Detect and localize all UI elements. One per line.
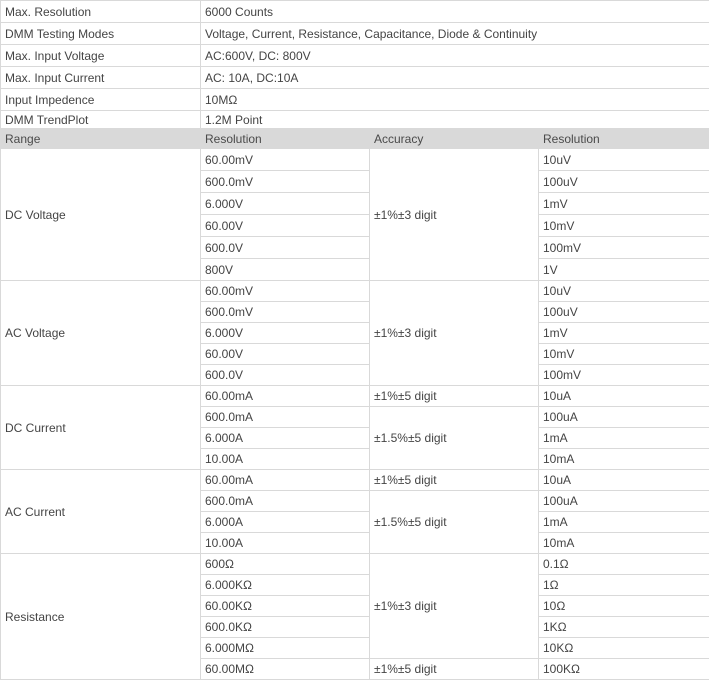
- resolution-cell: 1mV: [539, 323, 709, 344]
- range-cell: 6.000V: [201, 323, 370, 344]
- resolution-cell: 100KΩ: [539, 659, 709, 680]
- range-cell: 800V: [201, 259, 370, 281]
- range-cell: 60.00V: [201, 215, 370, 237]
- header-resolution: Resolution: [201, 129, 370, 149]
- range-cell: 6.000KΩ: [201, 575, 370, 596]
- resolution-cell: 1KΩ: [539, 617, 709, 638]
- range-cell: 600.0mV: [201, 302, 370, 323]
- range-cell: 10.00A: [201, 533, 370, 554]
- resolution-cell: 10uA: [539, 386, 709, 407]
- resolution-cell: 10Ω: [539, 596, 709, 617]
- group-label: DC Voltage: [1, 149, 201, 281]
- spec-row: [1, 111, 709, 129]
- range-cell: 60.00mV: [201, 149, 370, 171]
- range-cell: 600.0mA: [201, 407, 370, 428]
- range-cell: 6.000V: [201, 193, 370, 215]
- spec-row: [1, 45, 709, 67]
- resolution-cell: 1V: [539, 259, 709, 281]
- resolution-cell: 10mV: [539, 344, 709, 365]
- resolution-cell: 100uV: [539, 171, 709, 193]
- spec-value: Voltage, Current, Resistance, Capacitance, Diode & Continuity: [201, 23, 709, 45]
- spec-value: 10MΩ: [201, 89, 709, 111]
- spec-label: Max. Resolution: [1, 1, 201, 23]
- header-range: Range: [1, 129, 201, 149]
- resolution-cell: 1Ω: [539, 575, 709, 596]
- resolution-cell: 100uA: [539, 407, 709, 428]
- accuracy-cell: ±1%±5 digit: [370, 470, 539, 491]
- range-cell: 6.000A: [201, 428, 370, 449]
- accuracy-cell: ±1%±5 digit: [370, 386, 539, 407]
- range-cell: 60.00mV: [201, 281, 370, 302]
- range-cell: 60.00mA: [201, 386, 370, 407]
- range-cell: 10.00A: [201, 449, 370, 470]
- table-row: [1, 281, 709, 302]
- range-cell: 6.000A: [201, 512, 370, 533]
- group-label: AC Current: [1, 470, 201, 554]
- spec-row: [1, 89, 709, 111]
- spec-value: 1.2M Point: [201, 111, 709, 129]
- spec-label: Max. Input Voltage: [1, 45, 201, 67]
- range-cell: 600.0mA: [201, 491, 370, 512]
- range-cell: 600.0mV: [201, 171, 370, 193]
- spec-row: [1, 1, 709, 23]
- spec-label: Max. Input Current: [1, 67, 201, 89]
- resolution-cell: 10uA: [539, 470, 709, 491]
- accuracy-cell: ±1%±3 digit: [370, 149, 539, 281]
- header-accuracy: Accuracy: [370, 129, 539, 149]
- group-label: AC Voltage: [1, 281, 201, 386]
- resolution-cell: 1mA: [539, 428, 709, 449]
- range-cell: 600.0KΩ: [201, 617, 370, 638]
- range-cell: 60.00MΩ: [201, 659, 370, 680]
- table-row: [1, 470, 709, 491]
- spec-value: AC:600V, DC: 800V: [201, 45, 709, 67]
- spec-label: DMM Testing Modes: [1, 23, 201, 45]
- resolution-cell: 100uV: [539, 302, 709, 323]
- spec-value: 6000 Counts: [201, 1, 709, 23]
- spec-value: AC: 10A, DC:10A: [201, 67, 709, 89]
- resolution-cell: 100uA: [539, 491, 709, 512]
- range-cell: 600.0V: [201, 237, 370, 259]
- spec-label: Input Impedence: [1, 89, 201, 111]
- accuracy-cell: ±1.5%±5 digit: [370, 407, 539, 470]
- range-cell: 60.00V: [201, 344, 370, 365]
- resolution-cell: 10mV: [539, 215, 709, 237]
- table-row: [1, 386, 709, 407]
- resolution-cell: 1mV: [539, 193, 709, 215]
- spec-row: [1, 67, 709, 89]
- table-row: [1, 149, 709, 171]
- header-resolution-2: Resolution: [539, 129, 709, 149]
- column-header-row: [1, 129, 709, 149]
- resolution-cell: 10mA: [539, 449, 709, 470]
- table-row: [1, 554, 709, 575]
- accuracy-cell: ±1.5%±5 digit: [370, 491, 539, 554]
- accuracy-cell: ±1%±3 digit: [370, 281, 539, 386]
- resolution-cell: 10mA: [539, 533, 709, 554]
- accuracy-cell: ±1%±3 digit: [370, 554, 539, 659]
- resolution-cell: 10uV: [539, 149, 709, 171]
- spec-row: [1, 23, 709, 45]
- accuracy-cell: ±1%±5 digit: [370, 659, 539, 680]
- range-cell: 60.00mA: [201, 470, 370, 491]
- resolution-cell: 100mV: [539, 365, 709, 386]
- resolution-cell: 1mA: [539, 512, 709, 533]
- resolution-cell: 10uV: [539, 281, 709, 302]
- group-label: DC Current: [1, 386, 201, 470]
- range-cell: 600Ω: [201, 554, 370, 575]
- resolution-cell: 0.1Ω: [539, 554, 709, 575]
- group-label: Resistance: [1, 554, 201, 680]
- range-cell: 600.0V: [201, 365, 370, 386]
- spec-label: DMM TrendPlot: [1, 111, 201, 129]
- resolution-cell: 100mV: [539, 237, 709, 259]
- range-cell: 6.000MΩ: [201, 638, 370, 659]
- resolution-cell: 10KΩ: [539, 638, 709, 659]
- range-cell: 60.00KΩ: [201, 596, 370, 617]
